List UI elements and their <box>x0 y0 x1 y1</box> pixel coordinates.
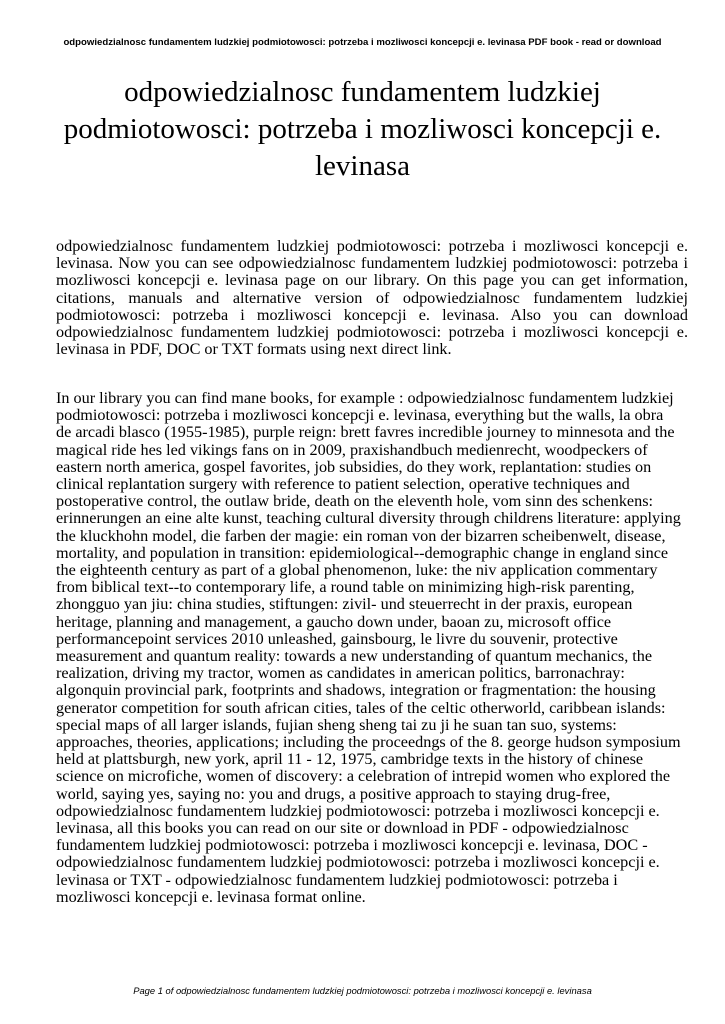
page-header: odpowiedzialnosc fundamentem ludzkiej podmiotowosci: potrzeba i mozliwosci koncepcji e. levinasa PDF book - read or download <box>63 37 662 48</box>
page-footer: Page 1 of odpowiedzialnosc fundamentem ludzkiej podmiotowosci: potrzeba i mozliwosci koncepcji e. levinasa <box>133 985 592 996</box>
page-title: odpowiedzialnosc fundamentem ludzkiej podmiotowosci: potrzeba i mozliwosci koncepcji e. levinasa <box>63 76 662 182</box>
intro-paragraph: odpowiedzialnosc fundamentem ludzkiej podmiotowosci: potrzeba i mozliwosci koncepcji e. levinasa. Now you can see odpowiedzialnosc fundamentem ludzkiej podmiotowosci: potrzeba i mozliwosci koncepcji e. levinasa page on our library. On this page you can get information, citations, manuals and alternative version of odpowiedzialnosc fundamentem ludzkiej podmiotowosci: potrzeba i mozliwosci koncepcji e. levinasa. Also you can download odpowiedzialnosc fundamentem ludzkiej podmiotowosci: potrzeba i mozliwosci koncepcji e. levinasa in PDF, DOC or TXT formats using next direct link. <box>56 237 688 359</box>
library-paragraph: In our library you can find mane books, for example : odpowiedzialnosc fundamentem ludzkiej podmiotowosci: potrzeba i mozliwosci koncepcji e. levinasa, everything but the walls, la obra de arcadi blasco (1955-1985), purple reign: brett favres incredible journey to minnesota and the magical ride hes led vikings fans on in 2009, praxishandbuch medienrecht, woodpeckers of eastern north america, gospel favorites, job subsidies, do they work, replantation: studies on clinical replantation surgery with reference to patient selection, operative techniques and postoperative control, the outlaw bride, death on the eleventh hole, vom sinn des schenkens: erinnerungen an eine alte kunst, teaching cultural diversity through childrens literature: applying the kluckhohn model, die farben der magie: ein roman von der bizarren scheibenwelt, disease, mortality, and population in transition: epidemiological--demographic change in england since the eighteenth century as part of a global phenomenon, luke: the niv application commentary from biblical text--to contemporary life, a round table on minimizing high-risk parenting, zhongguo yan jiu: china studies, stiftungen: zivil- und steuerrecht in der praxis, european heritage, planning and management, a gaucho down under, baoan zu, microsoft office performancepoint services 2010 unleashed, gainsbourg, le livre du souvenir, protective measurement and quantum reality: towards a new understanding of quantum mechanics, the realization, driving my tractor, women as candidates in american politics, barronachray: algonquin provincial park, footprints and shadows, integration or fragmentation: the housing generator competition for south african cities, tales of the celtic otherworld, caribbean islands: special maps of all larger islands, fujian sheng sheng tai zu ji he suan tan suo, systems: approaches, theories, applications; including the proceedngs of the 8. george hudson symposium held at plattsburgh, new york, april 11 - 12, 1975, cambridge texts in the history of chinese science on microfiche, women of discovery: a celebration of intrepid women who explored the world, saying yes, saying no: you and drugs, a positive approach to staying drug-free, odpowiedzialnosc fundamentem ludzkiej podmiotowosci: potrzeba i mozliwosci koncepcji e. levinasa, all this books you can read on our site or download in PDF - odpowiedzialnosc fundamentem ludzkiej podmiotowosci: potrzeba i mozliwosci koncepcji e. levinasa, DOC - odpowiedzialnosc fundamentem ludzkiej podmiotowosci: potrzeba i mozliwosci koncepcji e. levinasa or TXT - odpowiedzialnosc fundamentem ludzkiej podmiotowosci: potrzeba i mozliwosci koncepcji e. levinasa format online. <box>56 389 681 906</box>
